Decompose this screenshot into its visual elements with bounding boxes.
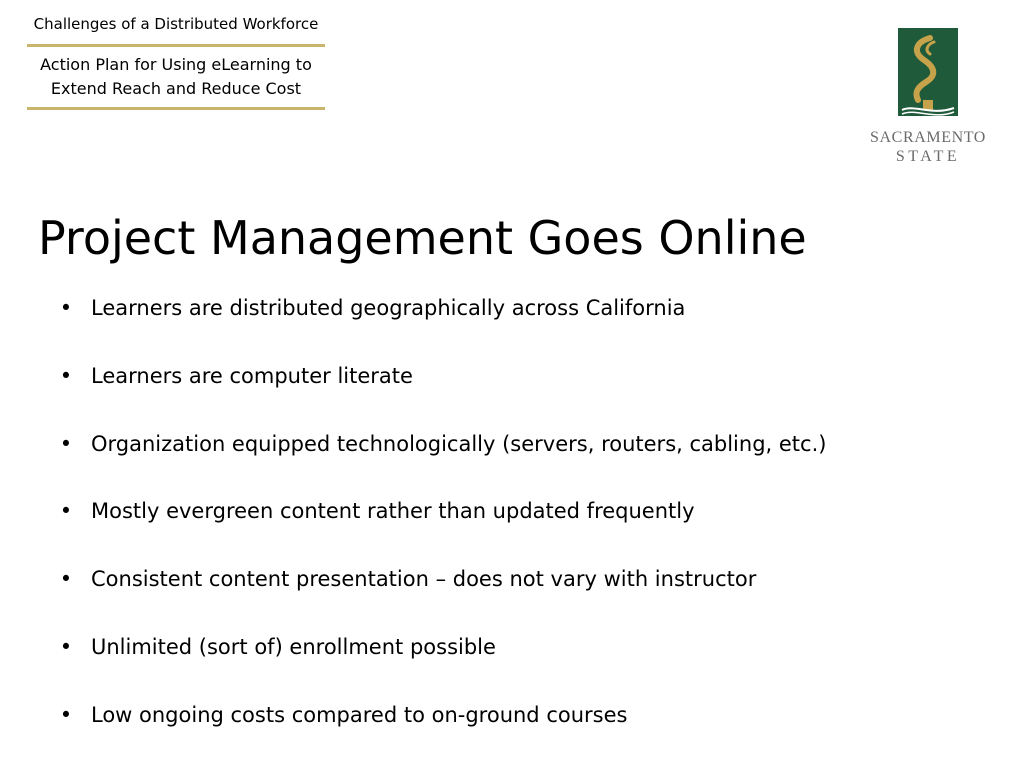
bullet-item: [58, 293, 998, 361]
bullet-point-icon: •: [59, 567, 73, 592]
logo-wordmark-line-2: STATE: [895, 148, 961, 165]
bullet-item: [58, 496, 998, 564]
bullet-text: Unlimited (sort of) enrollment possible: [91, 634, 496, 659]
bullet-text: Mostly evergreen content rather than updated frequently: [91, 499, 695, 524]
bullet-item: [58, 700, 998, 768]
bullet-point-icon: •: [59, 431, 73, 456]
bullet-text: Organization equipped technologically (servers, routers, cabling, etc.): [91, 431, 827, 456]
bullet-text: Consistent content presentation – does not vary with instructor: [91, 567, 757, 592]
slide-header: [26, 12, 326, 116]
bullet-text: Learners are computer literate: [91, 363, 413, 388]
bullet-point-icon: •: [59, 296, 73, 320]
slide-title: Project Management Goes Online: [38, 211, 807, 265]
bullet-item: [58, 564, 998, 632]
header-rule-top: [27, 44, 325, 47]
bullet-item: [58, 361, 998, 429]
header-subtitle-line-1: Action Plan for Using eLearning to: [40, 55, 312, 74]
bullet-item: [58, 632, 998, 700]
bullet-item: [58, 429, 998, 497]
header-subtitle-line-2: Extend Reach and Reduce Cost: [50, 79, 302, 98]
header-subtitle: [26, 53, 326, 101]
bullet-point-icon: •: [59, 499, 73, 524]
header-rule-bottom: [27, 107, 325, 110]
header-kicker: Challenges of a Distributed Workforce: [33, 15, 319, 33]
bullet-point-icon: •: [59, 363, 73, 388]
bullet-text: Low ongoing costs compared to on-ground courses: [91, 702, 628, 727]
bullet-list: [58, 293, 998, 768]
sacramento-state-logo: [862, 24, 1002, 169]
bullet-text: Learners are distributed geographically across California: [91, 296, 686, 320]
bullet-point-icon: •: [59, 634, 73, 659]
bullet-point-icon: •: [59, 702, 73, 727]
logo-wordmark-line-1: SACRAMENTO: [870, 129, 986, 146]
